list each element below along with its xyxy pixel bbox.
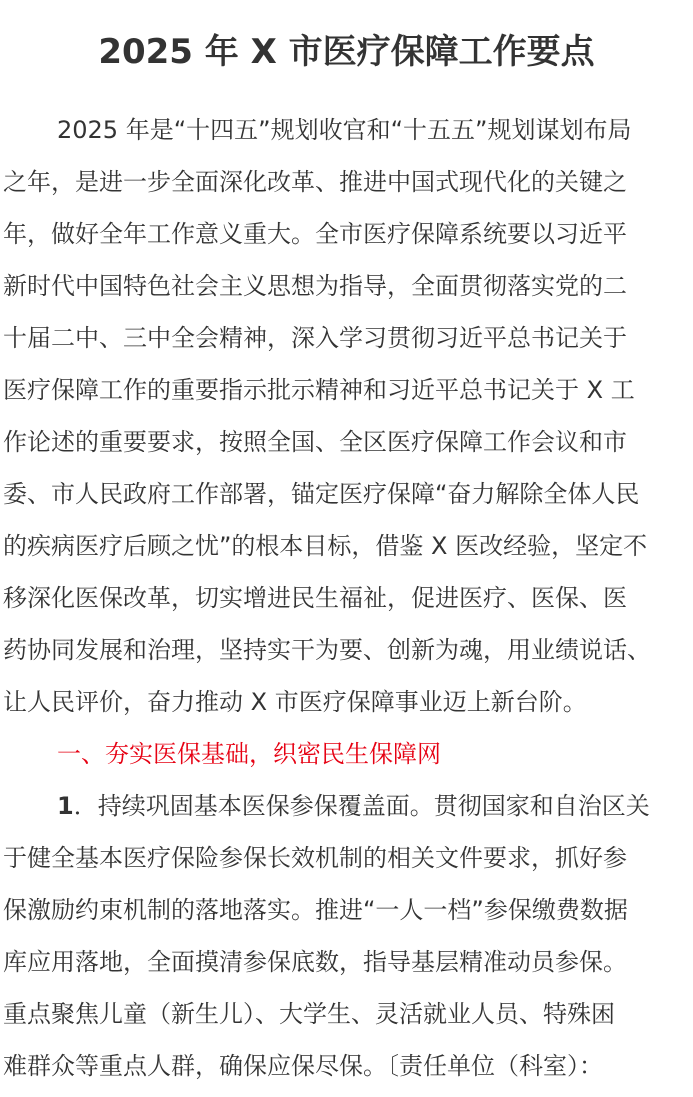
document-title: 2025 年 X 市医疗保障工作要点 [98,32,595,72]
intro-line-11: 药协同发展和治理，坚持实干为要、创新为魂，用业绩说话、 [3,636,651,664]
intro-line-1: 2025 年是“十四五”规划收官和“十五五”规划谋划布局 [57,116,632,144]
intro-line-12: 让人民评价，奋力推动 X 市医疗保障事业迈上新台阶。 [3,688,587,716]
intro-line-8: 委、市人民政府工作部署，锚定医疗保障“奋力解除全体人民 [3,480,640,508]
item-1-line-6: 难群众等重点人群，确保应保尽保。〔责任单位（科室）： [3,1052,603,1080]
item-1-line-3: 保激励约束机制的落地落实。推进“一人一档”参保缴费数据 [3,896,628,924]
intro-line-9: 的疾病医疗后顾之忧”的根本目标，借鉴 X 医改经验，坚定不 [3,532,648,560]
item-1-number: 1 [57,792,74,820]
intro-line-2: 之年，是进一步全面深化改革、推进中国式现代化的关键之 [3,168,627,196]
intro-line-3: 年，做好全年工作意义重大。全市医疗保障系统要以习近平 [3,220,627,248]
intro-line-5: 十届二中、三中全会精神，深入学习贯彻习近平总书记关于 [3,324,627,352]
intro-line-10: 移深化医保改革，切实增进民生福祉，促进医疗、医保、医 [3,584,627,612]
section-1-heading: 一、夯实医保基础，织密民生保障网 [57,740,441,768]
item-1-line-5: 重点聚焦儿童（新生儿）、大学生、灵活就业人员、特殊困 [3,1000,615,1028]
item-1-first-line [57,780,650,832]
intro-line-7: 作论述的重要要求，按照全国、全区医疗保障工作会议和市 [3,428,627,456]
intro-line-4: 新时代中国特色社会主义思想为指导，全面贯彻落实党的二 [3,272,627,300]
item-1-first-line-text: ．持续巩固基本医保参保覆盖面。贯彻国家和自治区关 [73,792,650,820]
item-1-line-4: 库应用落地，全面摸清参保底数，指导基层精准动员参保。 [3,948,627,976]
item-1-line-2: 于健全基本医疗保险参保长效机制的相关文件要求，抓好参 [3,844,627,872]
intro-line-6: 医疗保障工作的重要指示批示精神和习近平总书记关于 X 工 [3,376,635,404]
